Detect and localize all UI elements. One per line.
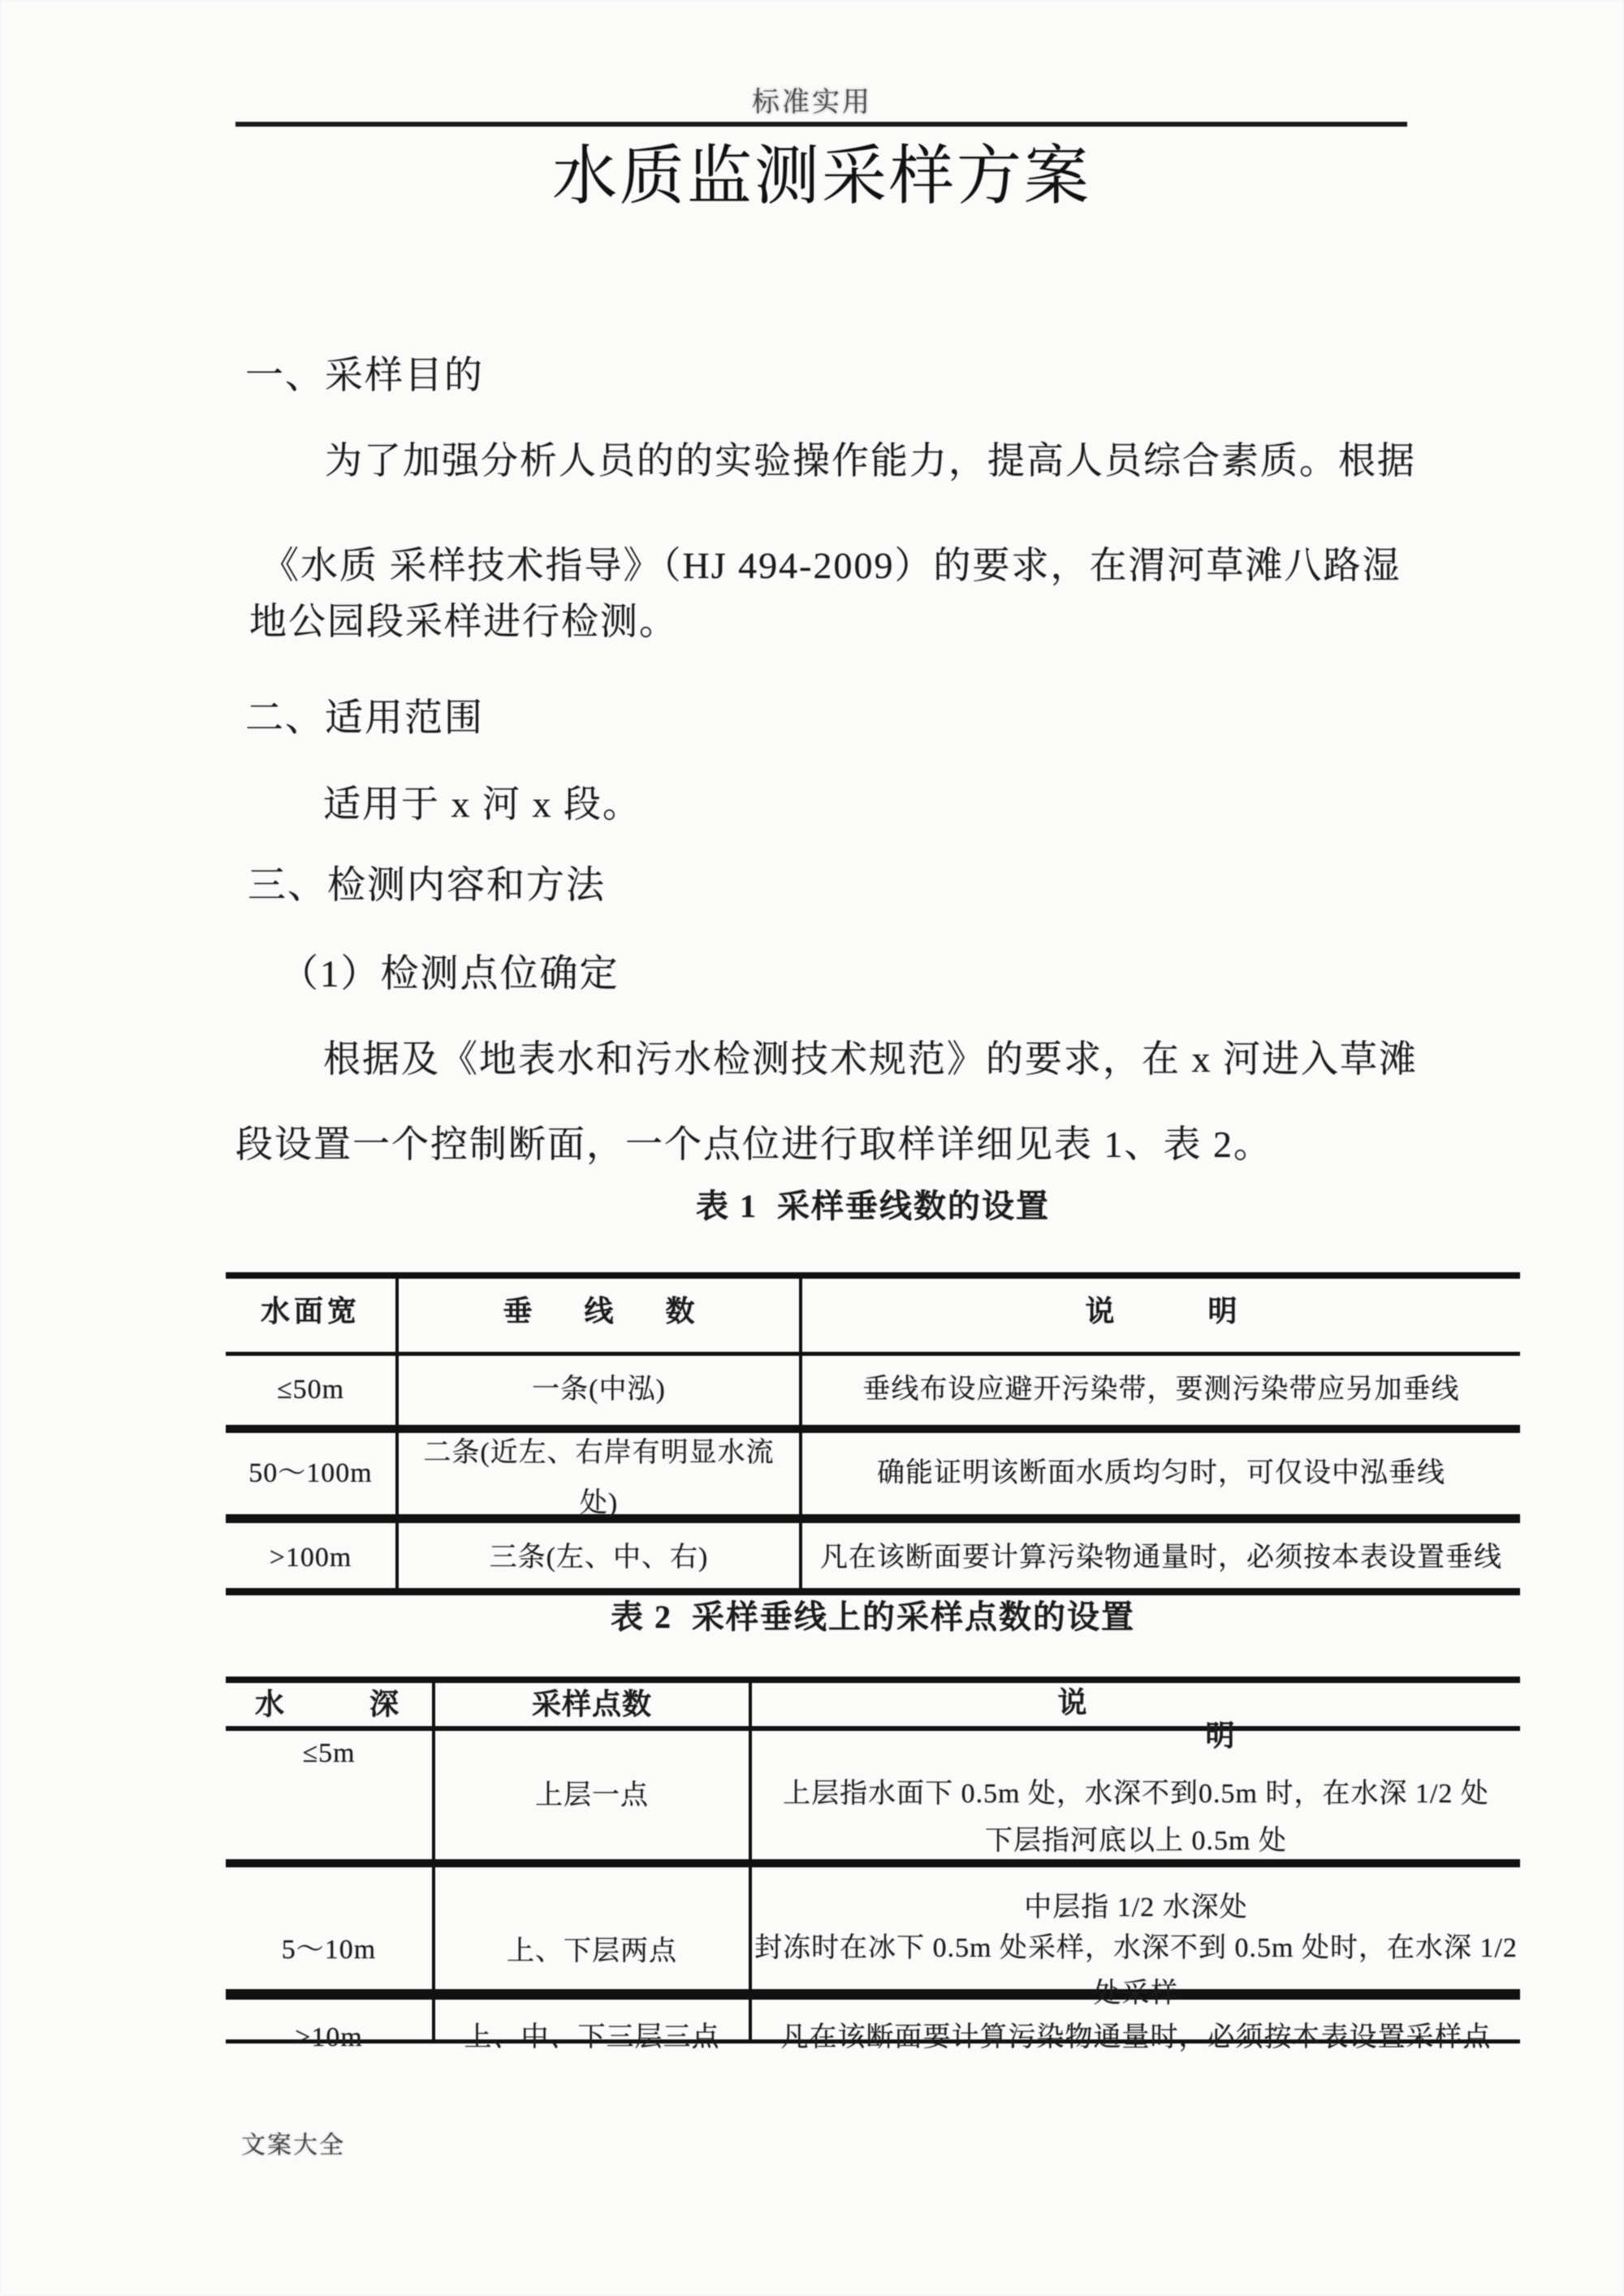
table1-row1-note-cell: 垂线布设应避开污染带，要测污染带应另加垂线 [862, 1375, 1460, 1405]
table1-header-count: 垂线数 [503, 1295, 747, 1327]
table1-border-top [226, 1272, 1520, 1279]
page-footer-mark: 文案大全 [241, 2132, 345, 2159]
header-rule [235, 122, 1407, 127]
table1-row2-note-cell: 确能证明该断面水质均匀时，可仅设中泓垂线 [877, 1458, 1445, 1488]
table1 [226, 1272, 1520, 1595]
table1-row3-width-cell: >100m [269, 1543, 352, 1573]
table2-row1-note-cell-line2: 下层指河底以上 0.5m 处 [985, 1826, 1287, 1856]
table2-row1-depth-cell: ≤5m [302, 1738, 356, 1768]
table2-row3-depth-cell: >10m [295, 2022, 363, 2052]
table1-row3-count-cell: 三条(左、中、右) [489, 1543, 709, 1573]
table1-header-width: 水面宽 [260, 1295, 361, 1327]
table2-row3-note-cell: 凡在该断面要计算污染物通量时，必须按本表设置采样点 [780, 2022, 1492, 2052]
table2-header-depth: 水深 [255, 1688, 485, 1720]
table1-border-bottom [226, 1588, 1520, 1595]
document-title: 水质监测采样方案 [552, 141, 1091, 213]
section-2-heading: 二、适用范围 [245, 697, 484, 740]
table1-row2-width-cell: 50～100m [248, 1458, 373, 1488]
table2-header-points: 采样点数 [531, 1688, 652, 1720]
table2-border-col1 [432, 1677, 435, 2042]
table2-row2-depth-cell: 5～10m [281, 1935, 377, 1965]
section-1-paragraph-line-3: 地公园段采样进行检测。 [249, 601, 678, 642]
section-3-subheading: （1）检测点位确定 [280, 953, 620, 995]
table2-header-note-line1: 说 [1057, 1686, 1088, 1719]
table1-caption: 表 1 采样垂线数的设置 [696, 1188, 1050, 1224]
table2-row2-note-cell-line3: 处采样 [1093, 1979, 1179, 2009]
table1-border-header [226, 1352, 1520, 1356]
section-3-heading: 三、检测内容和方法 [248, 865, 606, 907]
table2-row2-note-cell-line2: 封冻时在冰下 0.5m 处采样，水深不到 0.5m 处时，在水深 1/2 [754, 1933, 1518, 1963]
table2-border-top [226, 1677, 1520, 1683]
table1-border-row1 [226, 1425, 1520, 1433]
section-1-paragraph-line-2: 《水质 采样技术指导》（HJ 494-2009）的要求，在渭河草滩八路湿 [261, 545, 1402, 586]
table1-row1-width-cell: ≤50m [276, 1375, 345, 1405]
table2-border-row1 [226, 1859, 1520, 1867]
table2-caption: 表 2 采样垂线上的采样点数的设置 [611, 1599, 1135, 1635]
table1-row3-note-cell: 凡在该断面要计算污染物通量时，必须按本表设置垂线 [820, 1543, 1502, 1573]
table2-row1-points-cell: 上层一点 [535, 1780, 649, 1810]
section-1-heading: 一、采样目的 [245, 355, 484, 397]
page-header-mark: 标准实用 [752, 88, 872, 118]
table2-row2-note-cell-line1: 中层指 1/2 水深处 [1024, 1892, 1248, 1923]
section-1-paragraph-line-1: 为了加强分析人员的的实验操作能力，提高人员综合素质。根据 [325, 440, 1416, 481]
section-3-paragraph-line-1: 根据及《地表水和污水检测技术规范》的要求，在 x 河进入草滩 [323, 1038, 1418, 1080]
table2-row1-note-cell-line1: 上层指水面下 0.5m 处，水深不到0.5m 时，在水深 1/2 处 [783, 1779, 1489, 1809]
section-2-paragraph-line-1: 适用于 x 河 x 段。 [323, 783, 641, 825]
table2-row3-points-cell: 上、中、下三层三点 [464, 2022, 720, 2052]
table2-header-note-line2: 明 [1205, 1720, 1236, 1752]
table2-row2-points-cell: 上、下层两点 [507, 1936, 677, 1966]
table2 [226, 1677, 1520, 2052]
table1-row1-count-cell: 一条(中泓) [532, 1375, 666, 1405]
table2-border-header [226, 1726, 1520, 1731]
section-3-paragraph-line-2: 段设置一个控制断面，一个点位进行取样详细见表 1、表 2。 [235, 1124, 1272, 1165]
table1-header-note: 说明 [1085, 1295, 1331, 1327]
table1-row2-count-cell-line1: 二条(近左、右岸有明显水流 [423, 1438, 775, 1468]
table1-row2-count-cell-line2: 处) [579, 1488, 619, 1518]
